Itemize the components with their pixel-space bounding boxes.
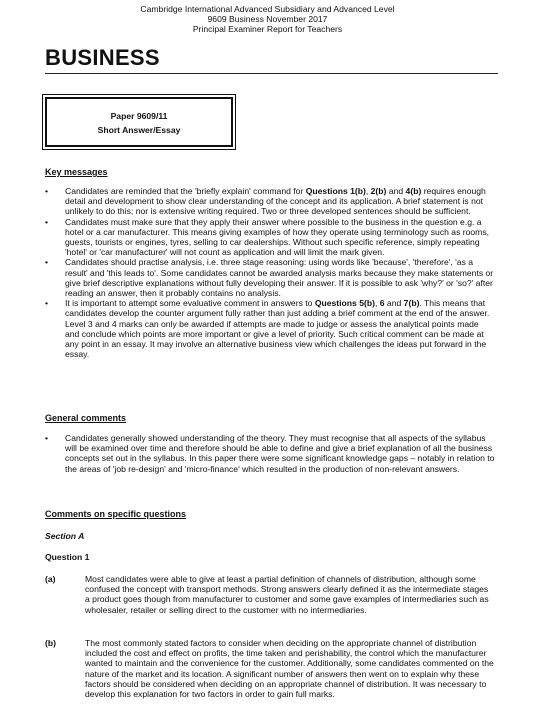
specific-comments-heading: Comments on specific questions xyxy=(45,509,187,519)
key-messages-list xyxy=(45,186,495,359)
header-line-3: Principal Examiner Report for Teachers xyxy=(192,24,343,34)
bullet-dot: • xyxy=(45,298,49,309)
header-line-2: 9609 Business November 2017 xyxy=(207,14,328,24)
general-comment-item: • Candidates generally showed understanding of the theory. They must recognise that all aspects of the syllabus will be examined over time and therefore should be able to define and give a brief explanation of all the business concepts set out in the syllabus. In this paper there were some significant knowledge gaps – notably in relation to the areas of 'job re-design' and 'micro-finance' which resulted in the production of non-relevant answers. xyxy=(45,433,495,474)
key-message-item: • It is important to attempt some evaluative comment in answers to Questions 5(b), 6 and 7(b). This means that candidates develop the counter argument fully rather than just adding a brief comment at the end of the answer. Level 3 and 4 marks can only be awarded if attempts are made to judge or assess the analytical points made and conclude which points are more important or give a level of priority. Such critical comment can be made at any point in an essay. It may involve an alternative business view which challenges the ideas put forward in the essay. xyxy=(45,298,490,360)
part-text: Most candidates were able to give at least a partial definition of channels of distribution, although some confused the concept with transport methods. Strong answers clearly defined it as the intermediate stages a product goes though from manufacturer to customer and some gave examples of intermediaries such as wholesaler, retailer or selling direct to the customer with no intermediaries. xyxy=(85,574,489,615)
bullet-dot: • xyxy=(45,257,49,268)
bullet-dot: • xyxy=(45,186,49,196)
key-message-item: • Candidates must make sure that they apply their answer where possible to the business in the question e.g. a hotel or a car manufacturer. This means giving examples of how they operate using terminology such as rooms, guests, tourists or engines, tyres, selling to car dealerships. Without such specific reference, simply repeating 'hotel' or 'car manufacturer' will not count as application and will limit the mark given. xyxy=(45,216,490,258)
paper-type: Short Answer/Essay xyxy=(97,125,181,135)
title-rule xyxy=(45,73,498,74)
section-label: Section A xyxy=(45,531,85,541)
page-title: BUSINESS xyxy=(45,45,160,70)
paper-box xyxy=(45,97,233,147)
general-comments-list xyxy=(45,433,495,474)
key-messages-heading: Key messages xyxy=(45,167,108,177)
part-label: (b) xyxy=(45,638,56,648)
bullet-dot: • xyxy=(45,433,49,443)
part-label: (a) xyxy=(45,574,56,584)
key-message-item: • Candidates should practise analysis, i.e. three stage reasoning: using words like 'because', 'therefore', 'as a result' and 'this leads to'. Some candidates cannot be awarded analysis marks because they make statements or give brief descriptive explanations without fully developing their answer. If it is possible to ask 'why?' or 'so?' after reading an answer, then it probably contains no analysis. xyxy=(45,257,494,299)
key-message-item: • Candidates are reminded that the 'briefly explain' command for Questions 1(b), 2(b) and 4(b) requires enough detail and development to show clear understanding of the concept and its application. A brief statement is not unlikely to do this; nor is extensive writing required. Two or three developed sentences should be sufficient. xyxy=(45,186,486,217)
bullet-dot: • xyxy=(45,216,49,227)
question-part-a xyxy=(45,574,495,615)
header-line-1: Cambridge International Advanced Subsidiary and Advanced Level xyxy=(140,4,395,14)
question-label: Question 1 xyxy=(45,552,90,562)
general-comments-heading: General comments xyxy=(45,413,127,423)
question-part-b xyxy=(45,638,495,699)
paper-number: Paper 9609/11 xyxy=(110,111,168,121)
part-text: The most commonly stated factors to consider when deciding on the appropriate channel of distribution included the cost and effect on profits, the time taken and perishability, the control which the manufacturer wanted to maintain and the convenience for the customer. Additionally, some candidates commented on the nature of the market and its location. A significant number of answers then went on to explain why these factors should be considered when deciding on an appropriate channel of distribution. It was necessary to develop this explanation for two factors in order to gain full marks. xyxy=(85,638,494,700)
